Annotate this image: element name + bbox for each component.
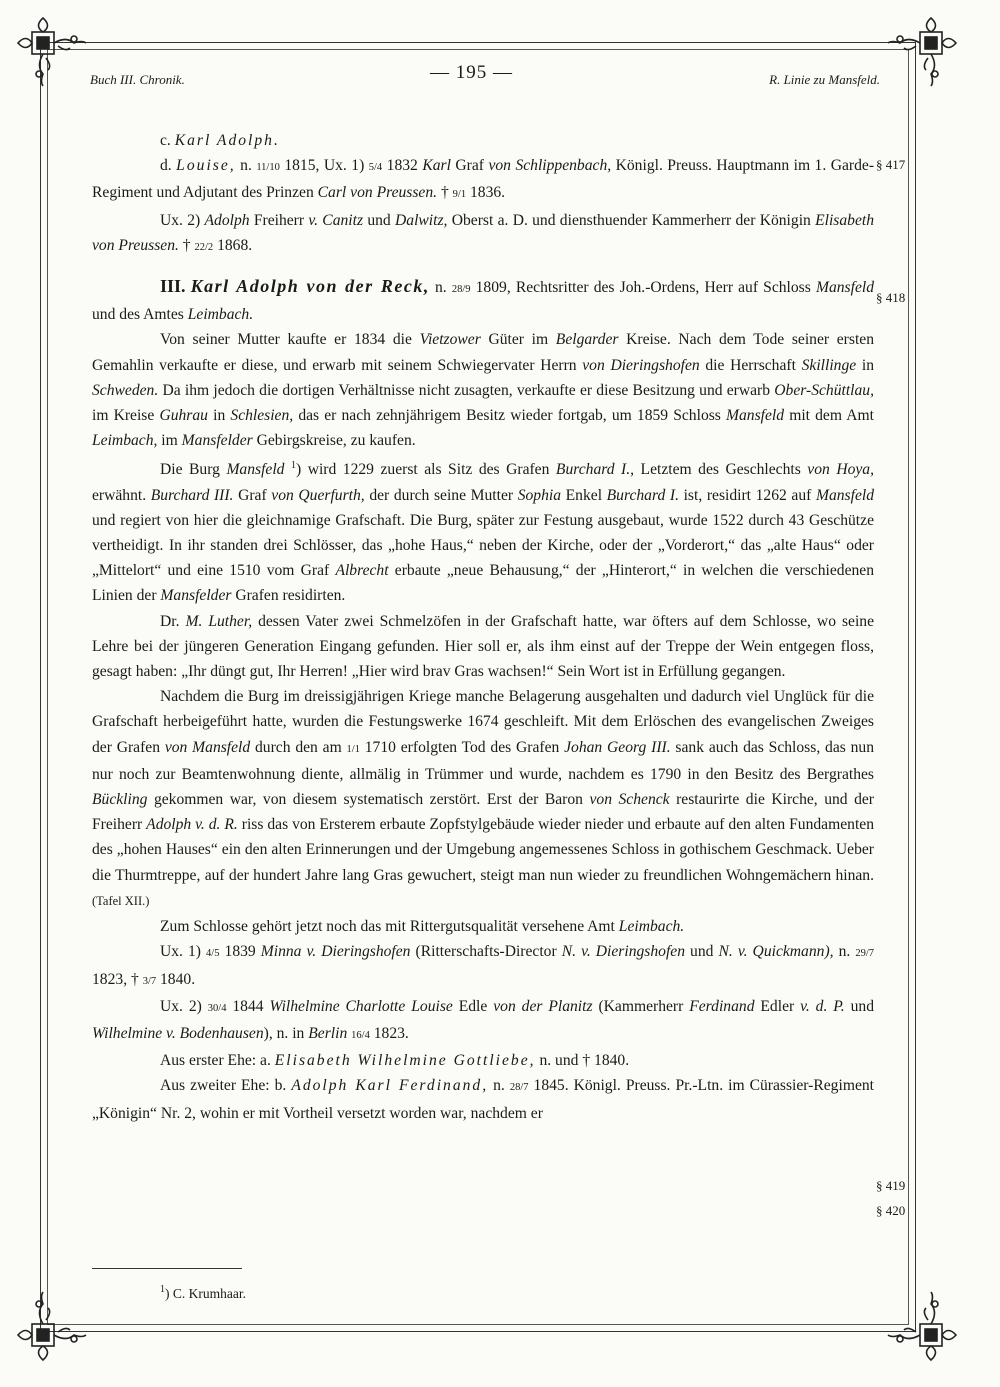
paragraph: Nachdem die Burg im dreissigjährigen Kriege manche Belagerung ausgehalten und dadurch viel Unglück für die Grafschaft herbeigeführt hatte, wurden die Festungswerke 1674 geschleift. Mit dem Erlöschen des evangelischen Zweiges der Grafen von Mansfeld durch den am 1/1 1710 erfolgten Tod des Grafen Johan Georg III. sank auch das Schloss, das nun nur noch zur Beamtenwohnung diente, allmälig in Trümmer und wurde, nachdem es 1790 in den Besitz des Bergrathes Bückling gekommen war, von diesem systematisch zerstört. Erst der Baron von Schenck restaurirte die Kirche, und der Freiherr Adolph v. d. R. riss das von Ersterem erbaute Zopfstylgebäude wieder nieder und erbaute auf den alten Fundamenten des „hohen Hauses“ ein den alten Erinnerungen und der Umgebung angemessenes Schloss in gothischem Geschmack. Ueber die Thurmtreppe, auf der hundert Jahre lang Gras gewuchert, steigt man nun wieder zu freundlichen Wohngemächern hinan. (Tafel XII.) xyxy=(92,688,875,908)
paragraph: Von seiner Mutter kaufte er 1834 die Vietzower Güter im Belgarder Kreise. Nach dem Tode seiner ersten Gemahlin verkaufte er diese, und erwarb mit seinem Schwiegervater Herrn von Dieringshofen die Herrschaft Skillinge in Schweden. Da ihm jedoch die dortigen Verhältnisse nicht zusagten, verkaufte er diese Besitzung und erwarb Ober-Schüttlau, im Kreise Guhrau in Schlesien, das er nach zehnjährigem Besitz wieder fortgab, um 1859 Schloss Mansfeld mit dem Amt Leimbach, im Mansfelder Gebirgskreise, zu kaufen. xyxy=(92,331,875,450)
paragraph-mark: § 419 xyxy=(876,1178,906,1193)
marriage-entry: Ux. 2) 30/4 1844 Wilhelmine Charlotte Louise Edle von der Planitz (Kammerherr Ferdinand Edler v. d. P. und Wilhelmine v. Bodenhausen), n. in Berlin 16/4 1823. xyxy=(92,997,874,1042)
section-heading: III. Karl Adolph von der Reck, n. 28/9 1809, Rechtsritter des Joh.-Ordens, Herr auf Schloss Mansfeld und des Amtes Leimbach. xyxy=(92,276,874,324)
page-body xyxy=(92,128,874,1126)
header-book-title: Buch III. Chronik. xyxy=(90,72,185,87)
ornament-corner-icon xyxy=(14,1290,88,1364)
paragraph-mark: § 417 xyxy=(876,157,906,172)
child-entry: Aus zweiter Ehe: b. Adolph Karl Ferdinand, n. 28/7 1845. Königl. Preuss. Pr.-Ltn. im Cürassier-Regiment „Königin“ Nr. 2, wohin er mit Vortheil versetzt worden war, nachdem er xyxy=(92,1077,874,1122)
footnote-divider xyxy=(92,1268,242,1269)
page-number: — 195 — xyxy=(430,62,513,83)
paragraph: Die Burg Mansfeld $^1$) wird 1229 zuerst als Sitz des Grafen Burchard I., Letztem des Geschlechts von Hoya, erwähnt. Burchard III. Graf von Querfurth, der durch seine Mutter Sophia Enkel Burchard I. ist, residirt 1262 auf Mansfeld und regiert von hier die gleichnamige Grafschaft. Die Burg, später zur Festung ausgebaut, wurde 1522 durch 43 Geschütze vertheidigt. In ihr standen drei Schlösser, das „hohe Haus,“ neben der Kirche, oder der „Vorderort,“ das „alte Haus“ oder „Mittelort“ und eine 1510 vom Graf Albrecht erbaute „neue Behausung,“ der „Hinterort,“ in welchen die verschiedenen Linien der Mansfelder Grafen residirten. xyxy=(92,460,875,605)
header-section-title: R. Linie zu Mansfeld. xyxy=(769,72,880,87)
ornament-corner-icon xyxy=(14,14,88,88)
running-header xyxy=(90,62,880,94)
entry-karl-adolph: c. Karl Adolph. xyxy=(160,132,280,149)
paragraph-mark: § 418 xyxy=(876,290,906,305)
paragraph-mark: § 420 xyxy=(876,1203,906,1218)
footnote-ref: 1 xyxy=(291,460,296,472)
footnote: $^1$) C. Krumhaar. xyxy=(160,1284,246,1301)
entry-louise-ux2: Ux. 2) Adolph Freiherr v. Canitz und Dalwitz, Oberst a. D. und diensthuender Kammerherr der Königin Elisabeth von Preussen. † 22/2 1868. xyxy=(92,211,875,254)
ornament-corner-icon xyxy=(886,14,960,88)
child-entry: Aus erster Ehe: a. Elisabeth Wilhelmine Gottliebe, n. und † 1840. xyxy=(160,1052,630,1070)
ornament-corner-icon xyxy=(886,1290,960,1364)
entry-louise: d. Louise, n. 11/10 1815, Ux. 1) 5/4 1832 Karl Graf von Schlippenbach, Königl. Preuss. Hauptmann im 1. Garde-Regiment und Adjutant des Prinzen Carl von Preussen. † 9/1 1836. xyxy=(92,157,875,202)
paragraph: Dr. M. Luther, dessen Vater zwei Schmelzöfen in der Grafschaft hatte, war öfters auf dem Schlosse, wo seine Lehre bei der jüngeren Generation Eingang gefunden. Hier soll er, als ihm einst auf der Treppe der Wein entgegen floss, gesagt haben: „Ihr düngt gut, Ihr Herren! „Hier wird brav Gras wachsen!“ Sein Wort ist in Erfüllung gegangen. xyxy=(92,612,875,681)
paragraph: Zum Schlosse gehört jetzt noch das mit Rittergutsqualität versehene Amt Leimbach. xyxy=(160,918,685,936)
marriage-entry: Ux. 1) 4/5 1839 Minna v. Dieringshofen (Ritterschafts-Director N. v. Dieringshofen und N. v. Quickmann), n. 29/7 1823, † 3/7 1840. xyxy=(92,943,875,988)
